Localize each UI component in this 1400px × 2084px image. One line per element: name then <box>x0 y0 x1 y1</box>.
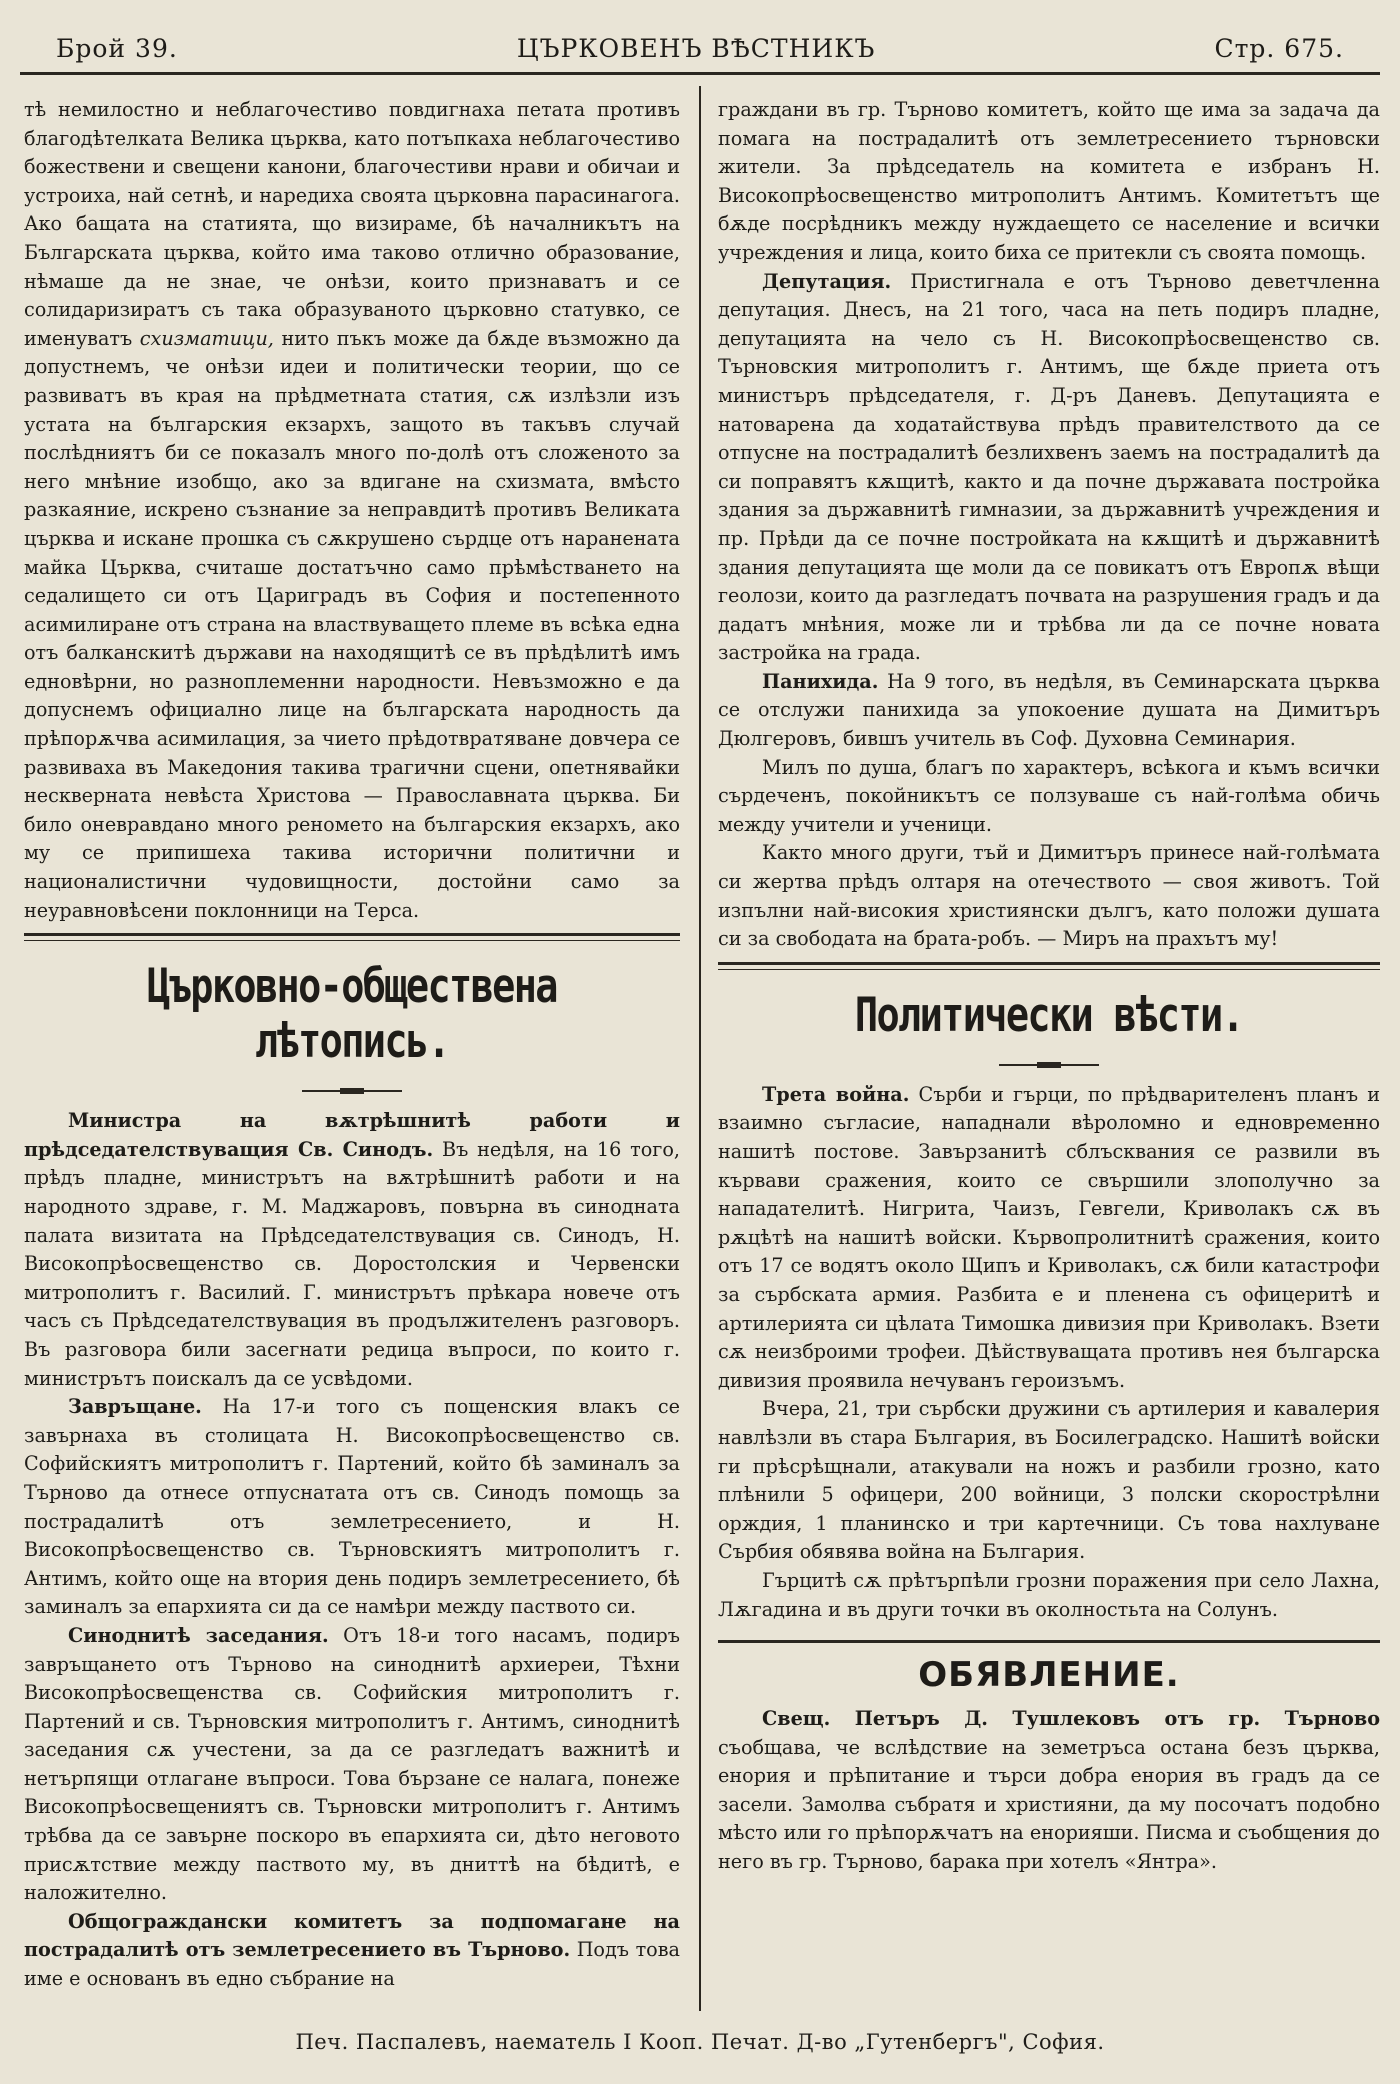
section-title-political: Политически вѣсти. <box>854 987 1244 1043</box>
announcement-heading: Свещ. Петъръ Д. Тушлековъ отъ гр. Търново <box>762 1707 1380 1731</box>
article-deputation: Депутация. Пристигнала е отъ Търново деветчленна депутация. Днесъ, на 21 того, часа на петь подиръ пладне, депутацията на чело съ Н. Високопрѣосвещенство св. Търновския митрополитъ г. Антимъ, ще бѫде приета отъ министъръ прѣдседателя, г. Д-ръ Даневъ. Депутацията е натоварена да ходатайствува прѣдъ правителството да се отпусне на пострадалитѣ безлихвенъ заемъ на пострадалитѣ да си поправятъ кѫщитѣ, както и да почне държавата постройка здания за държавнитѣ гимназии, за държавнитѣ учреждения и пр. Прѣди да се почне постройката на кѫщитѣ и държавнитѣ здания депутацията ще моли да се повикатъ отъ Европѫ вѣщи геолози, които да разгледатъ почвата на разрушения градъ и да дадатъ мнѣния, може ли и трѣбва ли да се почне новата застройка на града. <box>718 269 1380 665</box>
double-rule <box>24 933 680 941</box>
column-divider <box>699 86 701 2011</box>
memorial-paragraph: Милъ по душа, благъ по характеръ, всѣкога и къмъ всички сърдеченъ, покойникътъ се ползуваше съ най-голѣма обичь между учители и ученици. <box>718 755 1380 836</box>
page-number: Стр. 675. <box>1214 33 1344 63</box>
article-return: Завръщане. На 17-и того съ пощенския влакъ се завърнаха въ столицата Н. Високопрѣосвещенство св. Софийскиятъ митрополитъ г. Партений, който бѣ заминалъ за Търново да отнесе отпуснатата отъ св. Синодъ помощь за пострадалитѣ отъ землетресението, и Н. Високопрѣосвещенство св. Търновскиятъ митрополитъ г. Антимъ, който още на втория день подиръ землетресението, бѣ заминалъ за епархията си да се намѣри между паството си. <box>24 1395 680 1619</box>
double-rule <box>718 962 1380 970</box>
ornament-divider <box>24 1077 680 1087</box>
right-column <box>718 96 1380 1877</box>
war-paragraph: Вчера, 21, три сърбски дружини съ артилерия и кавалерия навлѣзли въ стара България, въ Босилеградско. Нашитѣ войски ги прѣсрѣщнали, атакували на ножъ и разбили грозно, като плѣнили 5 офицери, 200 войници, 3 полски скорострѣлни орждия, 1 планинско и три картечници. Съ това нахлуване Сърбия обявява война на България. <box>718 1397 1380 1564</box>
article-synod-sessions: Синоднитѣ заседания. Отъ 18-и того насамъ, подиръ завръщането отъ Търново на синоднитѣ архиереи, Тѣхни Високопрѣосвещенства св. Софийския митрополитъ г. Партений и св. Търновския митрополитъ г. Антимъ, синоднитѣ заседания сѫ учестени, за да се разгледатъ важнитѣ и нетърпящи отлагане въпроси. Това бързане се налага, понеже Високопрѣосвещениятъ св. Търновски митрополитъ г. Антимъ трѣбва да се завърне поскоро въ епархията си, дѣто неговото присѫтствие между паството му, въ дниттѣ на бѣдитѣ, е наложително. <box>24 1623 680 1905</box>
issue-number: Брой 39. <box>56 33 178 63</box>
article-third-war: Трета война. Сърби и гърци, по прѣдварителенъ планъ и взаимно съгласие, нападнали вѣроломно и едновременно нашитѣ постове. Завързанитѣ сблъсквания се развили въ кървави сражения, които се свършили злополучно за нападателитѣ. Нигрита, Чаизъ, Гевгели, Криволакъ сѫ въ рѫцѣтѣ на нашитѣ войски. Кървопролитнитѣ сражения, които отъ 17 се водятъ около Щипъ и Криволакъ, сѫ били катастрофи за сърбската армия. Разбита е и пленена съ офицеритѣ и артилерията си цѣлата Тимошка дивизия при Криволакъ. Взети сѫ неизброими трофеи. Дѣйствуващата противъ нея българска дивизия проявила нечуванъ героизъмъ. <box>718 1082 1380 1392</box>
article-heading: Общограждански комитетъ за подпомагане на пострадалитѣ отъ землетресението въ Търново. <box>24 1909 680 1962</box>
continued-article: тѣ немилостно и неблагочестиво повдигнаха петата противъ благодѣтелката Велика църква, като потъпкаха неблагочестиво божествени и свещени канони, благочестиви нрави и обичаи и устроиха, най сетнѣ, и наредиха своята църковна парасинагога. Ако бащата на статията, що визираме, бѣ началникътъ на Българската църква, който има таково отлично образование, нѣмаше да не знае, че онѣзи, които признаватъ и се солидаризиратъ съ така образуваното църковно статувко, се именуватъ схизматици, нито пъкъ може да бѫде възможно да допустнемъ, че онѣзи идеи и политически теории, що се развиватъ въ края на прѣдметната статия, сѫ излѣзли изъ устата на българския екзархъ, защото въ такъвъ случай послѣдниятъ би се показалъ много по-долѣ отъ сложеното за него мнѣние изобщо, ако за вдигане на схизмата, вмѣсто разкаяние, искрено съзнание за неправдитѣ противъ Великата църква и искане прошка съ сѫкрушено сърдце отъ наранената майка Църква, считаше достатъчно само прѣмѣстването на седалището си отъ Цариградъ въ София и постепенното асимилиране отъ страна на властвуващето племе въ всѣка една отъ балканскитѣ държави на находящитѣ се въ прѣдѣлитѣ имъ едновѣрни, но разноплеменни народности. Невъзможно е да допуснемъ официално лице на българската народность да прѣпорѫчва асимилация, за чието прѣдотвратяване довчера се развиваха въ Македония такива трагични сцени, опетнявайки нескверната невѣста Христова — Православната църква. Би било оневравдано много реномето на българския екзархъ, ако му се припишеха такива исторични политични и националистични чудовищности, достойни само за неуравновѣсени поклонници на Терса. <box>24 98 680 922</box>
article-minister: Министра на вѫтрѣшнитѣ работи и прѣдседателствуващия Св. Синодъ. Въ недѣля, на 16 того, прѣдъ пладне, министрътъ на вѫтрѣшнитѣ работи и на народното здраве, г. М. Маджаровъ, повърна въ синодната палата визитата на Прѣдседателствувация св. Синодъ, Н. Високопрѣосвещенство св. Доростолския и Червенски митрополитъ г. Василий. Г. министрътъ прѣкара новече отъ часъ съ Прѣдседателствувация въ продължителенъ разговоръ. Въ разговора били засегнати редица въпроси, по които г. министрътъ поискалъ да се усвѣдоми. <box>24 1109 680 1390</box>
italic-term: схизматици, <box>139 326 274 350</box>
announcement-text: Свещ. Петъръ Д. Тушлековъ отъ гр. Търново съобщава, че вслѣдствие на земетръса остана безъ църква, енория и прѣпитание и търси добра енория въ градъ да се засели. Замолва събратя и християни, да му посочатъ подобно мѣсто или го прѣпорѫчатъ на енорияши. Писма и съобщения до него въ гр. Търново, барака при хотелъ «Янтра». <box>718 1707 1380 1874</box>
newspaper-title: ЦЪРКОВЕНЪ ВѢСТНИКЪ <box>516 33 876 63</box>
article-memorial: Панихида. На 9 того, въ недѣля, въ Семинарската църква се отслужи панихида за упокоение душата на Димитъръ Дюлгеровъ, бившъ учитель въ Соф. Духовна Семинария. <box>718 669 1380 751</box>
header-rule <box>20 72 1380 75</box>
printer-footer: Печ. Паспалевъ, наематель I Кооп. Печат. Д-во „Гутенбергъ", София. <box>295 2030 1105 2054</box>
war-paragraph: Гърцитѣ сѫ прѣтърпѣли грозни поражения при село Лахна, Лѫгадина и въ други точки въ околностьта на Солунъ. <box>718 1568 1380 1621</box>
article-committee: Общограждански комитетъ за подпомагане на пострадалитѣ отъ землетресението въ Търново. Подъ това име е основанъ въ едно събрание на <box>24 1909 680 1991</box>
article-heading: Панихида. <box>762 669 879 693</box>
left-column <box>24 96 680 1994</box>
memorial-paragraph: Както много други, тъй и Димитъръ принесе най-голѣмата си жертва прѣдъ олтаря на отечеството — своя животъ. Той изпълни най-високия християнски дългъ, като положи душата си за свободата на брата-робъ. — Миръ на прахътъ му! <box>718 841 1380 951</box>
article-heading: Трета война. <box>762 1082 910 1106</box>
page-header <box>56 28 1344 68</box>
rule <box>718 1640 1380 1643</box>
continued-committee: граждани въ гр. Търново комитетъ, който ще има за задача да помага на пострадалитѣ отъ землетресението търновски жители. За прѣдседатель на комитета е избранъ Н. Високопрѣосвещенство митрополитъ Антимъ. Комитетътъ ще бѫде посрѣдникъ между нуждаещето се население и всички учреждения и лица, които биха се притекли съ своята помощь. <box>718 98 1380 264</box>
announcement-title: ОБЯВЛЕНИЕ. <box>918 1655 1180 1696</box>
article-heading: Завръщане. <box>68 1395 202 1419</box>
article-heading: Синоднитѣ заседания. <box>68 1623 329 1647</box>
ornament-divider <box>718 1051 1380 1061</box>
article-heading: Депутация. <box>762 269 892 293</box>
article-heading: Министра на вѫтрѣшнитѣ работи и прѣдседателствуващия Св. Синодъ. <box>24 1109 680 1161</box>
section-title-chronicle: Църковно-обществена лѣтопись. <box>147 959 557 1070</box>
